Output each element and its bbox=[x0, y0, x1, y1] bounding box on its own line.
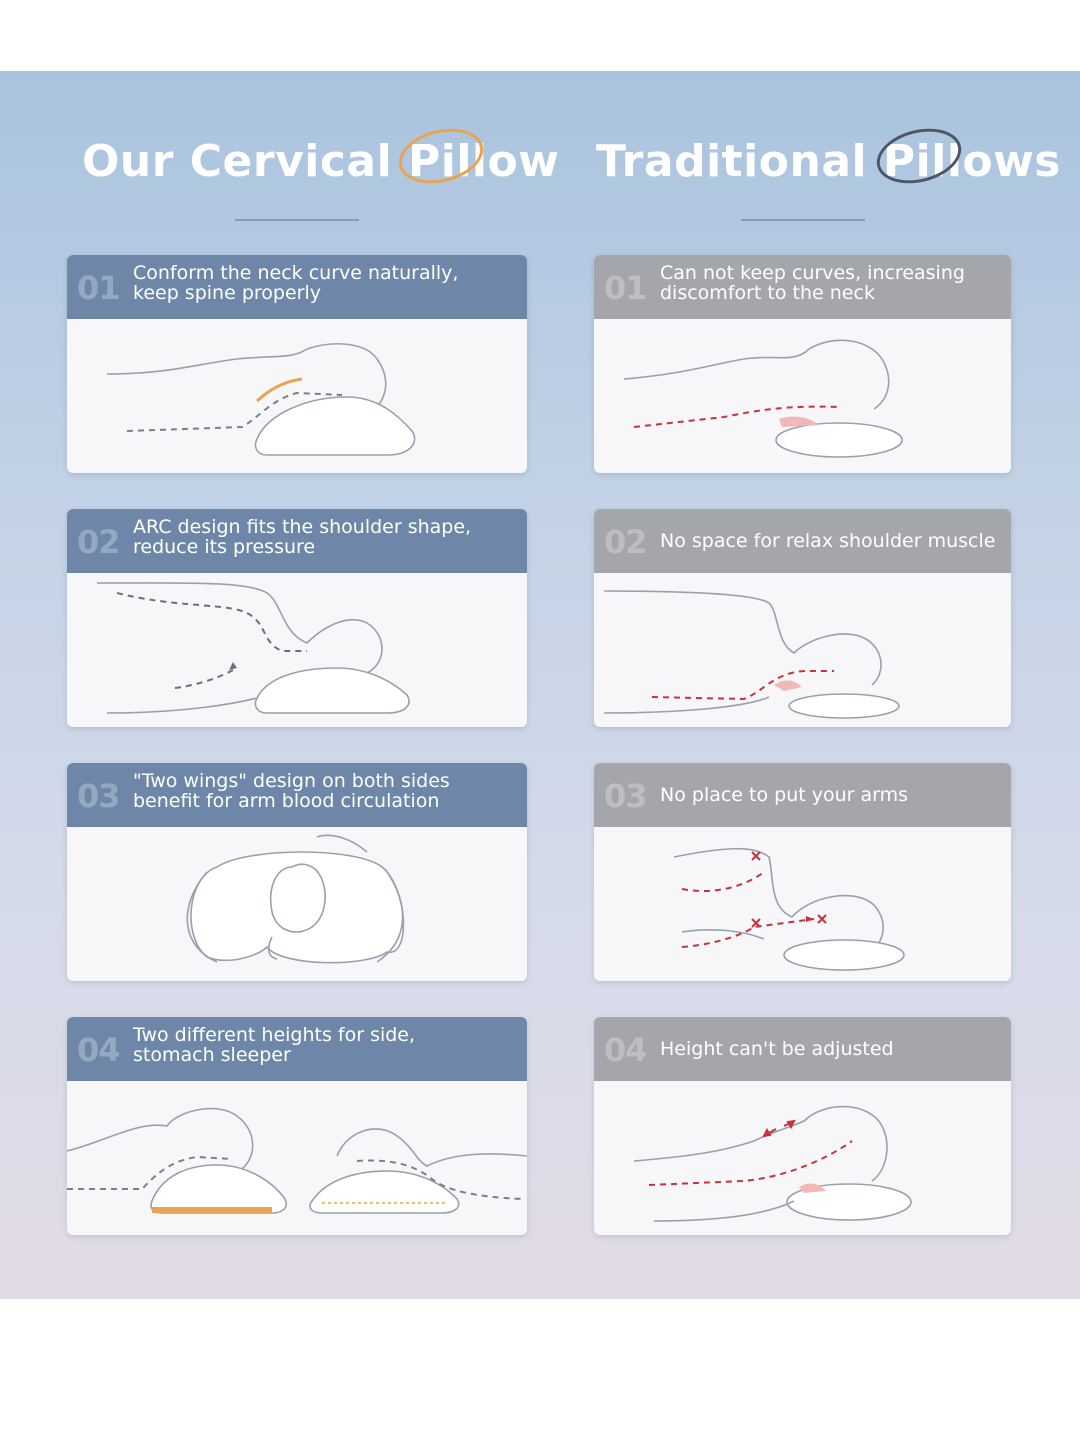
card-number: 03 bbox=[77, 777, 120, 815]
ours-card-3 bbox=[67, 763, 527, 981]
card-title: Two different heights for side, stomach sleeper bbox=[133, 1024, 416, 1066]
ours-card-1 bbox=[67, 255, 527, 473]
two-heights-illustration bbox=[67, 1081, 527, 1235]
neck-strain-illustration bbox=[594, 319, 1011, 473]
traditional-card-4 bbox=[594, 1017, 1011, 1235]
card-number: 03 bbox=[604, 777, 647, 815]
card-title: Can not keep curves, increasing discomfort to the neck bbox=[660, 262, 965, 304]
ours-heading: Our Cervical Pillow bbox=[82, 136, 560, 187]
traditional-card-1 bbox=[594, 255, 1011, 473]
card-header bbox=[594, 1017, 1011, 1081]
card-title: No place to put your arms bbox=[660, 784, 909, 806]
ours-card-4 bbox=[67, 1017, 527, 1235]
neck-curve-illustration bbox=[67, 319, 527, 473]
card-number: 02 bbox=[604, 523, 647, 561]
card-title: ARC design fits the shoulder shape, reduce its pressure bbox=[133, 516, 472, 558]
card-header bbox=[594, 763, 1011, 827]
card-header bbox=[594, 509, 1011, 573]
card-header bbox=[67, 509, 527, 573]
shoulder-arc-illustration bbox=[67, 573, 527, 727]
two-wings-illustration bbox=[67, 827, 527, 981]
card-title: Height can't be adjusted bbox=[660, 1038, 894, 1060]
traditional-card-2 bbox=[594, 509, 1011, 727]
ours-card-2 bbox=[67, 509, 527, 727]
card-title: Conform the neck curve naturally, keep spine properly bbox=[133, 262, 459, 304]
traditional-card-3 bbox=[594, 763, 1011, 981]
card-header bbox=[67, 1017, 527, 1081]
shoulder-strain-illustration bbox=[594, 573, 1011, 727]
card-title: "Two wings" design on both sides benefit for arm blood circulation bbox=[133, 770, 450, 812]
card-header bbox=[67, 763, 527, 827]
card-title: No space for relax shoulder muscle bbox=[660, 530, 996, 552]
card-header bbox=[67, 255, 527, 319]
card-number: 01 bbox=[77, 269, 120, 307]
card-number: 01 bbox=[604, 269, 647, 307]
card-number: 02 bbox=[77, 523, 120, 561]
arm-restriction-illustration bbox=[594, 827, 1011, 981]
traditional-heading-divider bbox=[741, 219, 865, 221]
card-header bbox=[594, 255, 1011, 319]
card-number: 04 bbox=[77, 1031, 120, 1069]
fixed-height-illustration bbox=[594, 1081, 1011, 1235]
ours-heading-divider bbox=[235, 219, 359, 221]
traditional-heading: Traditional Pillows bbox=[596, 136, 1061, 187]
card-number: 04 bbox=[604, 1031, 647, 1069]
